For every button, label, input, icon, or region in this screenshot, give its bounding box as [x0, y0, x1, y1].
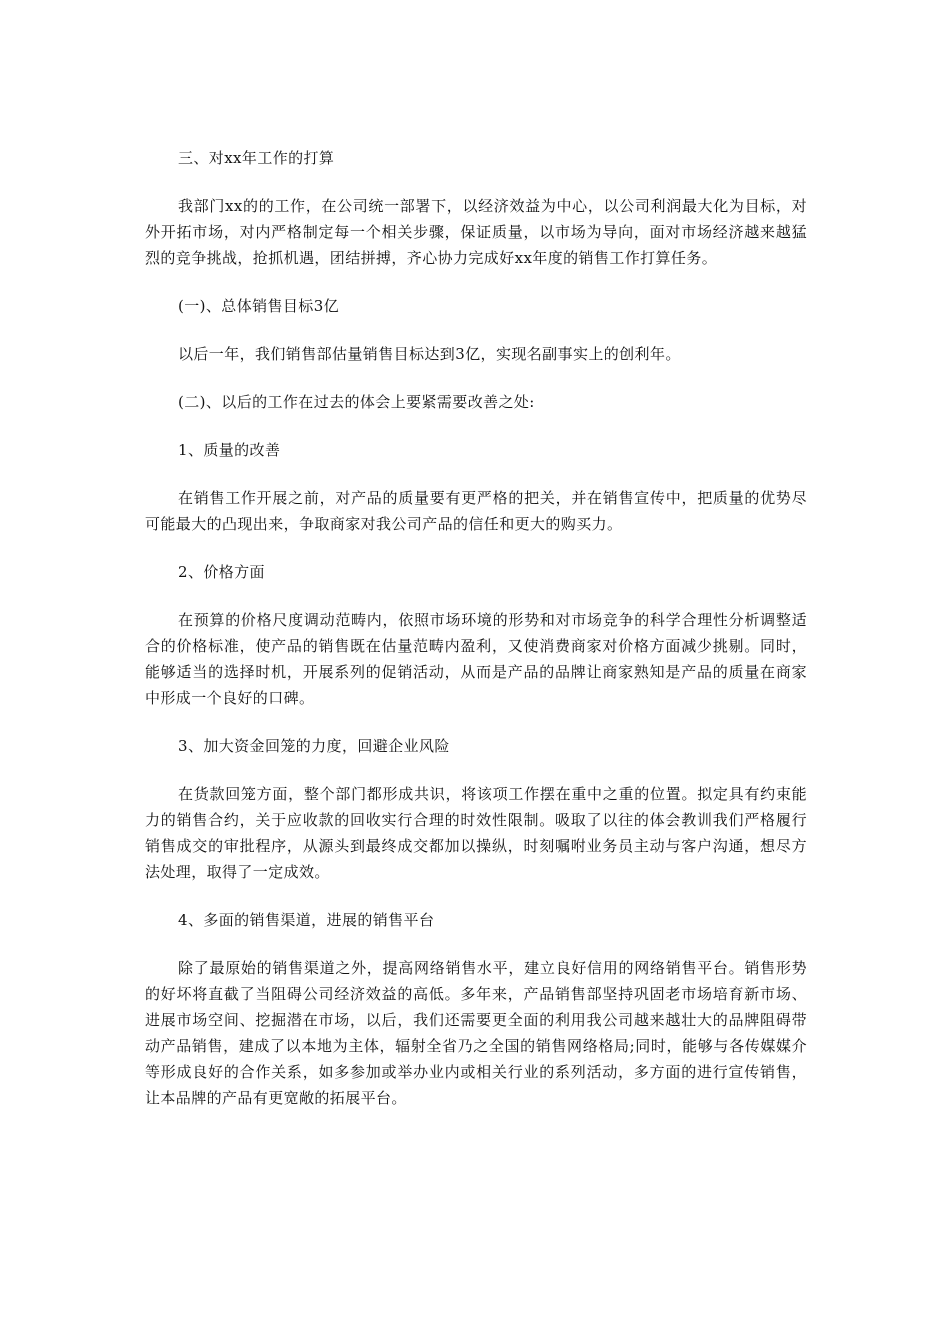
item-heading-quality: 1、质量的改善 — [178, 441, 281, 459]
item-heading-capital: 3、加大资金回笼的力度，回避企业风险 — [178, 737, 450, 755]
subheading-sales-target: (一)、总体销售目标3亿 — [178, 297, 340, 315]
subheading-improvements: (二)、以后的工作在过去的体会上要紧需要改善之处: — [178, 393, 535, 411]
item-heading-channels: 4、多面的销售渠道，进展的销售平台 — [178, 911, 435, 929]
sales-target-paragraph: 以后一年，我们销售部估量销售目标达到3亿，实现名副事实上的创利年。 — [178, 345, 681, 363]
section-heading-plan: 三、对xx年工作的打算 — [178, 149, 335, 167]
document-body — [145, 145, 807, 1133]
capital-paragraph: 在货款回笼方面，整个部门都形成共识，将该项工作摆在重中之重的位置。拟定具有约束能力的销售合约，关于应收款的回收实行合理的时效性限制。吸取了以往的体会教训我们严格履行销售成交的审批程序，从源头到最终成交都加以操纵，时刻嘱咐业务员主动与客户沟通，想尽方法处理，取得了一定成效。 — [145, 785, 807, 881]
channels-paragraph: 除了最原始的销售渠道之外，提高网络销售水平，建立良好信用的网络销售平台。销售形势的好坏将直截了当阻碍公司经济效益的高低。多年来，产品销售部坚持巩固老市场培育新市场、进展市场空间、挖掘潜在市场，以后，我们还需要更全面的利用我公司越来越壮大的品牌阻碍带动产品销售，建成了以本地为主体，辐射全省乃之全国的销售网络格局;同时，能够与各传媒媒介等形成良好的合作关系，如多参加或举办业内或相关行业的系列活动，多方面的进行宣传销售，让本品牌的产品有更宽敞的拓展平台。 — [145, 959, 807, 1107]
price-paragraph: 在预算的价格尺度调动范畴内，依照市场环境的形势和对市场竞争的科学合理性分析调整适合的价格标准，使产品的销售既在估量范畴内盈利，又使消费商家对价格方面减少挑剔。同时，能够适当的选择时机，开展系列的促销活动，从而是产品的品牌让商家熟知是产品的质量在商家中形成一个良好的口碑。 — [145, 611, 807, 707]
quality-paragraph: 在销售工作开展之前，对产品的质量要有更严格的把关，并在销售宣传中，把质量的优势尽可能最大的凸现出来，争取商家对我公司产品的信任和更大的购买力。 — [145, 489, 807, 533]
intro-paragraph: 我部门xx的的工作，在公司统一部署下，以经济效益为中心，以公司利润最大化为目标，对外开拓市场，对内严格制定每一个相关步骤，保证质量，以市场为导向，面对市场经济越来越猛烈的竞争挑战，抢抓机遇，团结拼搏，齐心协力完成好xx年度的销售工作打算任务。 — [145, 197, 807, 267]
item-heading-price: 2、价格方面 — [178, 563, 265, 581]
